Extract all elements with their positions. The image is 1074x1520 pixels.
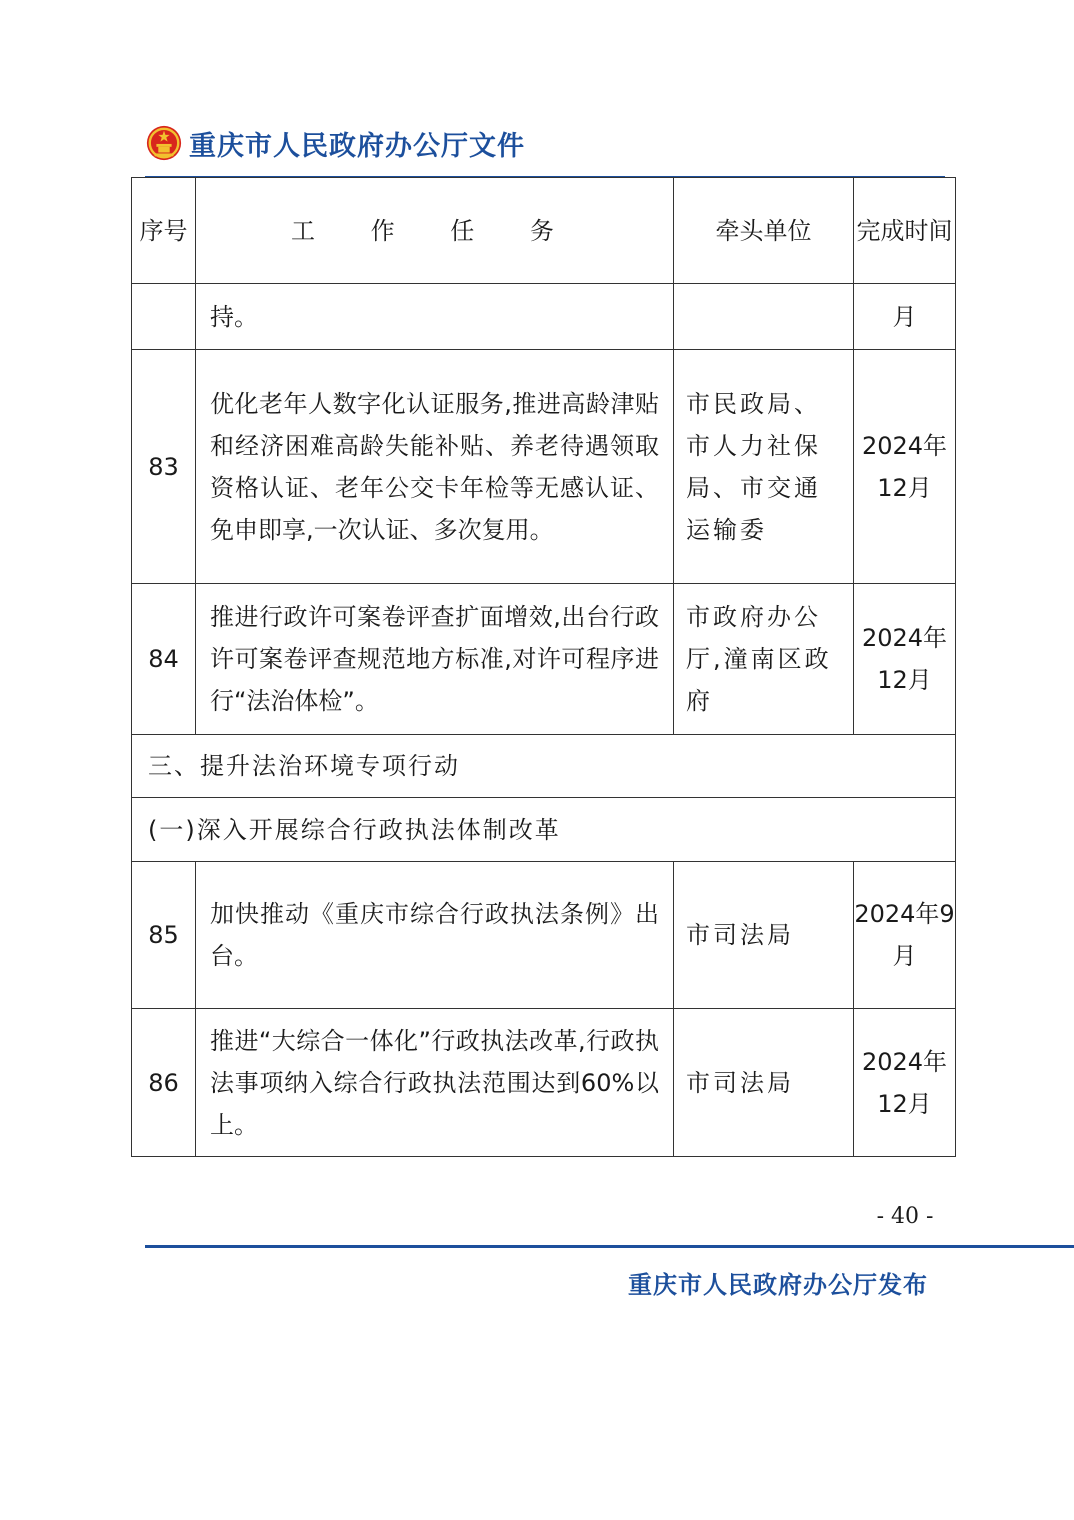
table-row [132,284,956,350]
header-task-label: 工 作 任 务 [291,216,578,245]
subsection-row [132,798,956,862]
national-emblem-icon [145,124,183,162]
header-title: 重庆市人民政府办公厅文件 [189,130,525,162]
header-time: 完成时间 [854,178,956,284]
page-number: - 40 - [876,1204,934,1229]
section-heading: 三、提升法治环境专项行动 [132,735,956,798]
row-time: 2024年12月 [854,350,956,584]
row-time: 2024年12月 [854,1009,956,1157]
footer-publisher: 重庆市人民政府办公厅发布 [628,1270,928,1299]
row-num: 83 [132,350,196,584]
row-unit: 市司法局 [674,1009,854,1157]
row-time: 2024年9月 [854,862,956,1009]
document-header [145,120,525,166]
table-row [132,862,956,1009]
table-row [132,350,956,584]
row-task: 推进行政许可案卷评查扩面增效,出台行政许可案卷评查规范地方标准,对许可程序进行“法治体检”。 [196,584,674,735]
table-header-row [132,178,956,284]
section-row [132,735,956,798]
footer-divider [145,1245,1074,1248]
row-task: 持。 [196,284,674,350]
header-num: 序号 [132,178,196,284]
row-task: 优化老年人数字化认证服务,推进高龄津贴和经济困难高龄失能补贴、养老待遇领取资格认证、老年公交卡年检等无感认证、免申即享,一次认证、多次复用。 [196,350,674,584]
row-num: 85 [132,862,196,1009]
header-task [196,178,674,284]
row-unit: 市司法局 [674,862,854,1009]
subsection-heading: (一)深入开展综合行政执法体制改革 [132,798,956,862]
table-row [132,1009,956,1157]
header-unit: 牵头单位 [674,178,854,284]
row-time: 2024年12月 [854,584,956,735]
row-num: 84 [132,584,196,735]
row-unit [674,284,854,350]
row-num: 86 [132,1009,196,1157]
row-task: 加快推动《重庆市综合行政执法条例》出台。 [196,862,674,1009]
row-task: 推进“大综合一体化”行政执法改革,行政执法事项纳入综合行政执法范围达到60%以上。 [196,1009,674,1157]
task-table [131,177,956,1157]
row-unit: 市政府办公厅,潼南区政府 [674,584,854,735]
row-num [132,284,196,350]
table-row [132,584,956,735]
row-unit: 市民政局、市人力社保局、市交通运输委 [674,350,854,584]
row-time: 月 [854,284,956,350]
